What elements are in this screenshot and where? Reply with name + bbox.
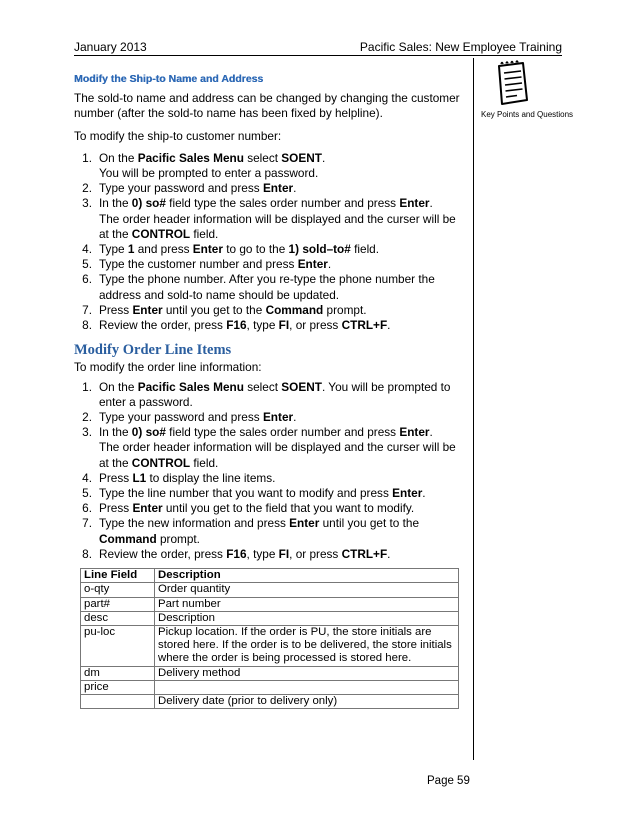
step-text: field. (190, 455, 219, 470)
step-text: , type (246, 318, 279, 333)
emphasis-text: 1 (127, 242, 135, 257)
list-item (74, 242, 464, 257)
emphasis-text: Enter (297, 257, 328, 272)
table-cell (81, 694, 155, 708)
section-heading-order-lines: Modify Order Line Items (74, 342, 232, 359)
list-item-number: 4. (82, 470, 92, 485)
main-content (74, 72, 464, 709)
notepad-icon (493, 60, 531, 106)
step-text: . (429, 425, 433, 440)
emphasis-text: Command (99, 531, 157, 546)
list-item (74, 516, 464, 546)
table-cell (155, 680, 459, 694)
table-cell: Delivery date (prior to delivery only) (155, 694, 459, 708)
list-item-number: 6. (82, 501, 92, 516)
step-text: . (321, 150, 326, 165)
step-text: . (387, 546, 391, 561)
emphasis-text: CTRL+F (341, 318, 388, 333)
table-row (81, 666, 459, 680)
step-text: select (243, 379, 282, 394)
list-item-number: 7. (82, 302, 92, 317)
header-rule (74, 55, 562, 56)
list-item (74, 303, 464, 318)
list-item-number: 8. (82, 318, 92, 333)
emphasis-text: Enter (399, 196, 430, 211)
emphasis-text: L1 (132, 470, 147, 485)
emphasis-text: Enter (192, 242, 223, 257)
step-text: until you get to the field that you want to modify. (162, 501, 415, 516)
emphasis-text: SOENT (281, 379, 322, 394)
list-item-number: 6. (82, 272, 92, 287)
step-text: Type the customer number and press (99, 257, 298, 272)
step-text: In the (99, 425, 132, 440)
sidebar-caption: Key Points and Questions (481, 110, 574, 119)
emphasis-text: CONTROL (131, 226, 191, 241)
step-text: . (429, 196, 433, 211)
list-item-number: 1. (82, 379, 92, 394)
table-header-row (81, 569, 459, 583)
step-text: field. (350, 242, 380, 257)
step-text: and press (134, 242, 193, 257)
list-item (74, 486, 464, 501)
emphasis-text: Pacific Sales Menu (137, 150, 244, 165)
emphasis-text: CTRL+F (341, 546, 388, 561)
step-text: field type the sales order number and press (165, 425, 400, 440)
step-text: Press (99, 470, 133, 485)
step-text: Review the order, press (99, 546, 227, 561)
step-text: Press (99, 302, 133, 317)
step-text: select (243, 150, 282, 165)
step-text: , type (246, 546, 279, 561)
step-text: prompt. (156, 531, 200, 546)
step-text: field type the sales order number and press (165, 196, 400, 211)
step-text: . (293, 410, 297, 425)
list-item-number: 2. (82, 410, 92, 425)
step-text: . (293, 181, 297, 196)
sidebar-divider (473, 58, 474, 760)
section-paragraph: To modify the order line information: (74, 360, 262, 375)
table-cell: pu-loc (81, 625, 155, 666)
step-text: . (422, 486, 426, 501)
list-item (74, 547, 464, 562)
step-text: , or press (289, 546, 342, 561)
table-row (81, 625, 459, 666)
emphasis-text: Enter (132, 501, 163, 516)
list-item (74, 410, 464, 425)
step-text: . (387, 318, 391, 333)
section-paragraph: The sold-to name and address can be changed by changing the customer number (after the sold-to name has been fixed by helpline). (74, 91, 460, 121)
steps-list-order-lines (74, 380, 464, 562)
step-text: Type the phone number. After you re-type the phone number the address and sold-to name should be updated. (99, 272, 435, 302)
emphasis-text: 0) so# (131, 425, 166, 440)
steps-list-ship-to (74, 151, 464, 333)
step-text: On the (99, 150, 138, 165)
step-text: until you get to the (162, 302, 266, 317)
emphasis-text: Enter (392, 486, 423, 501)
step-text: Type your password and press (99, 181, 263, 196)
step-text: Type the new information and press (99, 516, 290, 531)
list-item (74, 151, 464, 181)
emphasis-text: FI (278, 318, 290, 333)
step-text: Press (99, 501, 133, 516)
step-text: field. (190, 226, 219, 241)
list-item (74, 257, 464, 272)
step-text: On the (99, 379, 138, 394)
emphasis-text: Enter (132, 302, 163, 317)
header-title: Pacific Sales: New Employee Training (359, 40, 562, 54)
list-item (74, 380, 464, 410)
table-cell: Pickup location. If the order is PU, the store initials are stored here. If the order is to be delivered, the store initials where the order is being processed is stored here. (155, 625, 459, 666)
list-item-number: 4. (82, 242, 92, 257)
step-text: The order header information will be displayed and the curser will be at the (99, 440, 456, 470)
list-item (74, 272, 464, 302)
step-text: . You will be prompted to enter a password. (99, 379, 451, 409)
step-text: In the (99, 196, 132, 211)
section-heading-ship-to: Modify the Ship-to Name and Address (74, 73, 264, 85)
table-header-cell: Line Field (81, 569, 155, 583)
section-paragraph: To modify the ship-to customer number: (74, 128, 282, 143)
emphasis-text: 1) sold–to# (288, 242, 351, 257)
list-item-number: 5. (82, 486, 92, 501)
line-field-table (80, 568, 459, 709)
list-item-number: 1. (82, 150, 92, 165)
list-item (74, 181, 464, 196)
step-text: You will be prompted to enter a password. (99, 166, 319, 181)
table-cell: part# (81, 597, 155, 611)
list-item-number: 2. (82, 181, 92, 196)
emphasis-text: 0) so# (131, 196, 166, 211)
page-number: Page 59 (427, 775, 470, 787)
step-text: Type (99, 242, 128, 257)
table-row (81, 583, 459, 597)
emphasis-text: F16 (226, 318, 247, 333)
list-item (74, 318, 464, 333)
emphasis-text: Enter (262, 410, 294, 425)
step-text: to go to the (222, 242, 289, 257)
emphasis-text: Enter (399, 425, 430, 440)
list-item-number: 5. (82, 257, 92, 272)
step-text: to display the line items. (146, 470, 276, 485)
step-text: , or press (289, 318, 342, 333)
list-item-number: 3. (82, 425, 92, 440)
emphasis-text: Enter (289, 516, 320, 531)
step-text: prompt. (323, 302, 367, 317)
step-text: Type your password and press (99, 410, 263, 425)
table-cell: Description (155, 611, 459, 625)
table-cell: o-qty (81, 583, 155, 597)
table-cell: dm (81, 666, 155, 680)
step-text: until you get to the (319, 516, 420, 531)
table-cell: desc (81, 611, 155, 625)
emphasis-text: FI (278, 546, 290, 561)
list-item-number: 8. (82, 546, 92, 561)
step-text: The order header information will be displayed and the curser will be at the (99, 211, 456, 241)
list-item (74, 425, 464, 471)
emphasis-text: CONTROL (131, 455, 191, 470)
list-item (74, 501, 464, 516)
table-header-cell: Description (155, 569, 459, 583)
list-item-number: 7. (82, 516, 92, 531)
table-cell: price (81, 680, 155, 694)
list-item-number: 3. (82, 196, 92, 211)
step-text: . (327, 257, 332, 272)
emphasis-text: Enter (262, 181, 294, 196)
emphasis-text: F16 (226, 546, 247, 561)
table-cell: Order quantity (155, 583, 459, 597)
table-row (81, 680, 459, 694)
step-text: Type the line number that you want to modify and press (99, 486, 393, 501)
header-date: January 2013 (74, 40, 147, 54)
emphasis-text: SOENT (281, 150, 322, 165)
step-text: Review the order, press (99, 318, 227, 333)
list-item (74, 471, 464, 486)
table-row (81, 694, 459, 708)
table-row (81, 611, 459, 625)
emphasis-text: Command (265, 302, 324, 317)
table-cell: Part number (155, 597, 459, 611)
table-row (81, 597, 459, 611)
table-cell: Delivery method (155, 666, 459, 680)
emphasis-text: Pacific Sales Menu (137, 379, 244, 394)
list-item (74, 196, 464, 242)
